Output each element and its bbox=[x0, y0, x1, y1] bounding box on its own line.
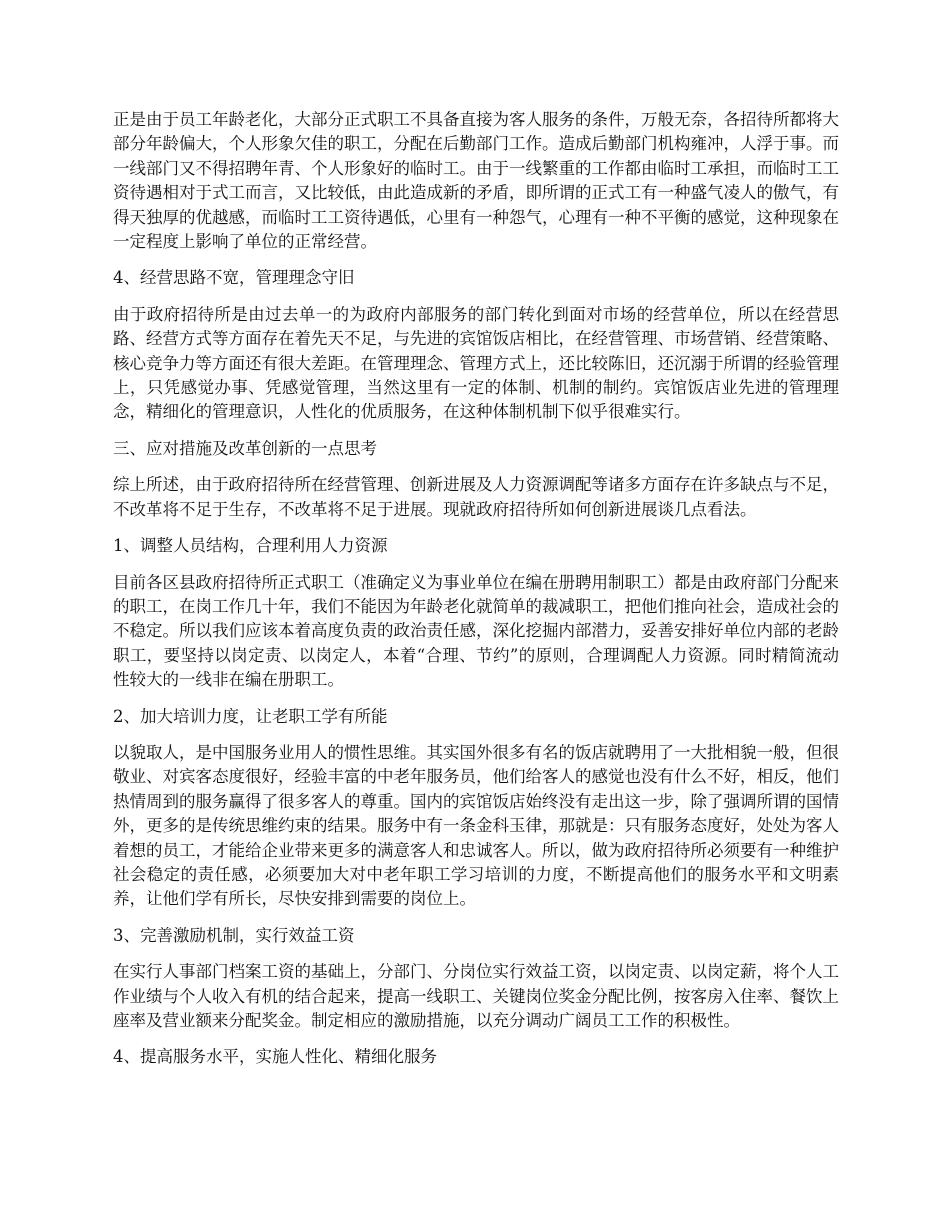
document-page bbox=[113, 108, 839, 1082]
paragraph-staff-aging: 正是由于员工年龄老化，大部分正式职工不具备直接为客人服务的条件，万般无奈，各招待所都将大部分年龄偏大，个人形象欠佳的职工，分配在后勤部门工作。造成后勤部门机构雍冲，人浮于事。而一线部门又不得招聘年青、个人形象好的临时工。由于一线繁重的工作都由临时工承担，而临时工工资待遇相对于式工而言，又比较低，由此造成新的矛盾，即所谓的正式工有一种盛气凌人的傲气，有得天独厚的优越感，而临时工工资待遇低，心里有一种怨气，心理有一种不平衡的感觉，这种现象在一定程度上影响了单位的正常经营。 bbox=[113, 110, 839, 252]
heading-countermeasures: 三、应对措施及改革创新的一点思考 bbox=[113, 438, 377, 458]
heading-management-ideas: 4、经营思路不宽，管理理念守旧 bbox=[113, 268, 355, 288]
paragraph-incentive: 在实行人事部门档案工资的基础上，分部门、分岗位实行效益工资，以岗定责、以岗定薪，将个人工作业绩与个人收入有机的结合起来，提高一线职工、关键岗位奖金分配比例，按客房入住率、餐饮上座率及营业额来分配奖金。制定相应的激励措施，以充分调动广阔员工工作的积极性。 bbox=[113, 962, 839, 1030]
heading-incentive: 3、完善激励机制，实行效益工资 bbox=[113, 925, 355, 945]
paragraph-summary: 综上所述，由于政府招待所在经营管理、创新进展及人力资源调配等诸多方面存在许多缺点与不足，不改革将不足于生存，不改革将不足于进展。现就政府招待所如何创新进展谈几点看法。 bbox=[113, 475, 839, 519]
paragraph-management-ideas: 由于政府招待所是由过去单一的为政府内部服务的部门转化到面对市场的经营单位，所以在经营思路、经营方式等方面存在着先天不足，与先进的宾馆饭店相比，在经营管理、市场营销、经营策略、核心竞争力等方面还有很大差距。在管理理念、管理方式上，还比较陈旧，还沉溺于所谓的经验管理上，只凭感觉办事、凭感觉管理，当然这里有一定的体制、机制的制约。宾馆饭店业先进的管理理念，精细化的管理意识，人性化的优质服务，在这种体制机制下似乎很难实行。 bbox=[113, 304, 839, 422]
paragraph-personnel-structure: 目前各区县政府招待所正式职工（准确定义为事业单位在编在册聘用制职工）都是由政府部门分配来的职工，在岗工作几十年，我们不能因为年龄老化就简单的裁减职工，把他们推向社会，造成社会的不稳定。所以我们应该本着高度负责的政治责任感，深化挖掘内部潜力，妥善安排好单位内部的老龄职工，要坚持以岗定责、以岗定人，本着“合理、节约”的原则，合理调配人力资源。同时精简流动性较大的一线非在编在册职工。 bbox=[113, 572, 839, 690]
heading-service: 4、提高服务水平，实施人性化、精细化服务 bbox=[113, 1047, 437, 1067]
paragraph-training: 以貌取人，是中国服务业用人的惯性思维。其实国外很多有名的饭店就聘用了一大批相貌一般，但很敬业、对宾客态度很好，经验丰富的中老年服务员，他们给客人的感觉也没有什么不好，相反，他们热情周到的服务赢得了很多客人的尊重。国内的宾馆饭店始终没有走出这一步，除了强调所谓的国情外，更多的是传统思维约束的结果。服务中有一条金科玉律，那就是：只有服务态度好，处处为客人着想的员工，才能给企业带来更多的满意客人和忠诚客人。所以，做为政府招待所必须要有一种维护社会稳定的责任感，必须要加大对中老年职工学习培训的力度，不断提高他们的服务水平和文明素养，让他们学有所长，尽快安排到需要的岗位上。 bbox=[113, 742, 839, 909]
heading-personnel-structure: 1、调整人员结构，合理利用人力资源 bbox=[113, 536, 388, 556]
heading-training: 2、加大培训力度，让老职工学有所能 bbox=[113, 706, 388, 726]
